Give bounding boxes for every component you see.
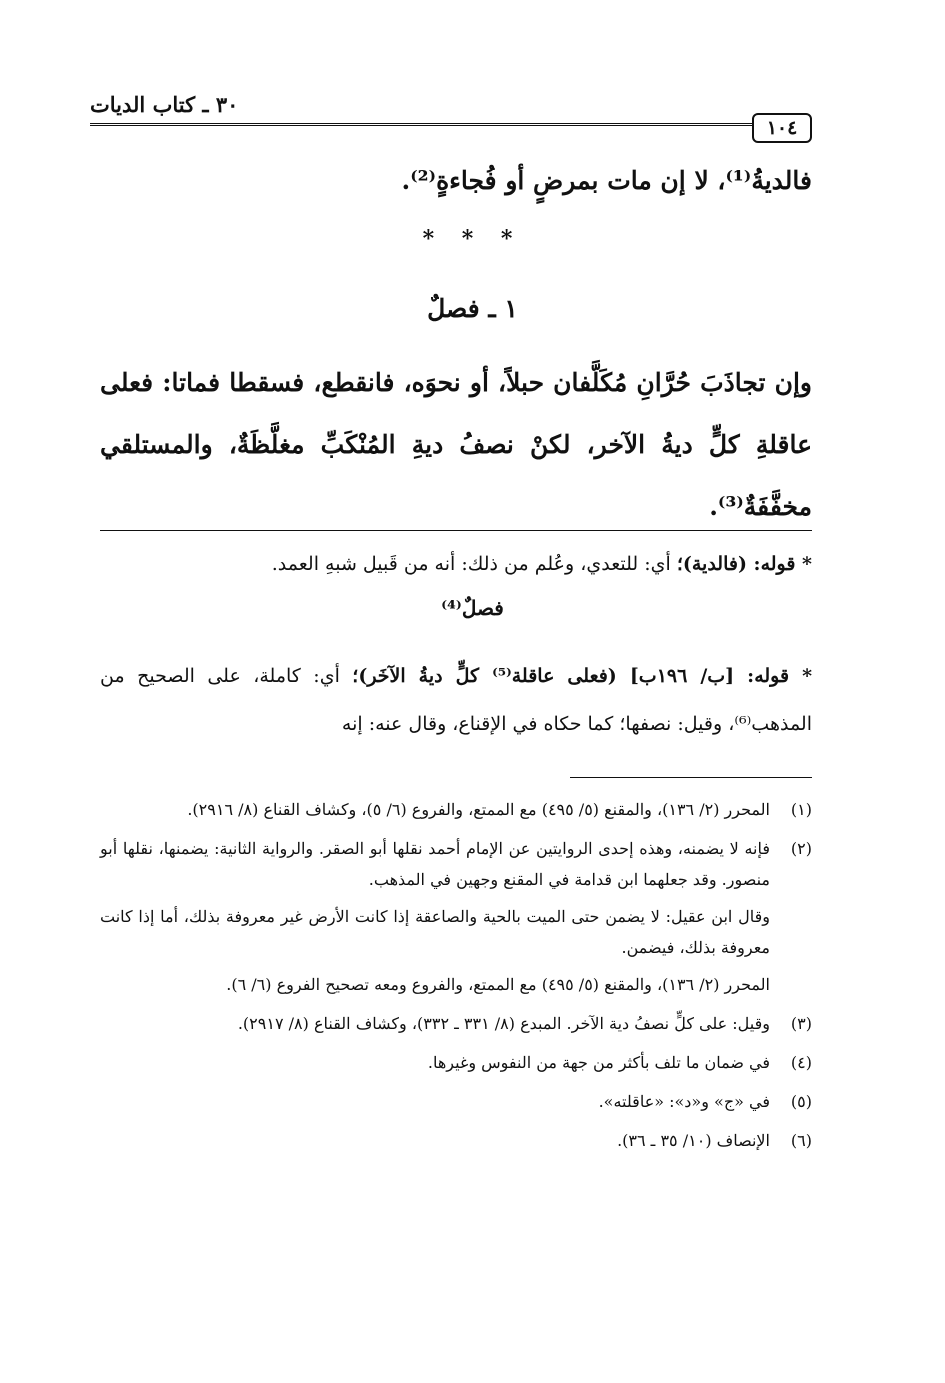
footnote-number: (٦): [790, 1131, 812, 1150]
footnote-text: المحرر (٢/ ١٣٦)، والمقنع (٥/ ٤٩٥) مع الممتع، والفروع (٦/ ٥)، وكشاف القناع (٨/ ٢٩١٦).: [187, 800, 770, 819]
footnote-number: (١): [790, 800, 812, 819]
footnote-text: المحرر (٢/ ١٣٦)، والمقنع (٥/ ٤٩٥) مع الممتع، والفروع ومعه تصحيح الفروع (٦/ ٦).: [226, 975, 770, 994]
main-paragraph: وإن تجاذَبَ حُرَّانِ مُكَلَّفان حبلاً، أو نحوَه، فانقطع، فسقطا فماتا: فعلى عاقلةِ كلٍّ ديةُ الآخر، لكنْ نصفُ ديةِ المُنْكَبِّ مغلَّظَةٌ، والمستلقي مخفَّفَةٌ⁽³⁾.: [100, 368, 812, 521]
commentary-text: أي: كاملة، على الصحيح من المذهب⁽⁶⁾، وقيل: نصفها؛ كما حكاه في الإقناع، وقال عنه: إنه: [100, 665, 812, 735]
header-divider: [90, 123, 752, 126]
commentary-label: * قوله: [ب/ ١٩٦ب] (فعلى عاقلة⁽⁵⁾ كلٍّ ديةُ الآخَر)؛: [352, 665, 813, 687]
main-text-line: فالديةُ⁽¹⁾، لا إن مات بمرضٍ أو فُجاءةٍ⁽²⁾.: [401, 166, 812, 195]
footnote-body: [100, 1086, 770, 1117]
running-header-title: ٣٠ ـ كتاب الديات: [90, 92, 239, 117]
footnote-number: (٤): [790, 1053, 812, 1072]
commentary-text: أي: للتعدي، وعُلم من ذلك: أنه من قَبيل شبهِ العمد.: [271, 553, 677, 575]
footnote: [100, 1125, 812, 1156]
footnote-number: (٣): [790, 1014, 812, 1033]
footnote: [100, 1086, 812, 1117]
commentary-divider: [100, 530, 812, 531]
commentary-section-heading: فصلٌ⁽⁴⁾: [441, 596, 504, 620]
commentary-entry: [100, 652, 812, 748]
footnote-text: وقال ابن عقيل: لا يضمن حتى الميت بالحية والصاعقة إذا كانت الأرض غير معروفة بذلك، أما إذا كانت معروفة بذلك، فيضمن.: [100, 907, 770, 957]
footnote-text: في «ج» و«د»: «عاقلته».: [598, 1092, 770, 1111]
footnote-body: [100, 1008, 770, 1039]
footnote: [100, 833, 812, 1000]
footnote-text: فإنه لا يضمنه، وهذه إحدى الروايتين عن الإمام أحمد نقلها أبو الصقر. والرواية الثانية: يضمنها، نقلها أبو منصور. وقد جعلهما ابن قدامة في المقنع وجهين في المذهب.: [100, 839, 770, 889]
footnote-number: (٥): [790, 1092, 812, 1111]
section-separator-stars: * * *: [422, 226, 523, 252]
commentary-label: * قوله: (فالدية)؛: [676, 553, 812, 575]
footnote-text: الإنصاف (١٠/ ٣٥ ـ ٣٦).: [617, 1131, 770, 1150]
footnotes: [100, 794, 812, 1164]
footnote-body: [100, 833, 770, 1000]
footnote-body: [100, 794, 770, 825]
footnote: [100, 1047, 812, 1078]
footnote-text: في ضمان ما تلف بأكثر من جهة من النفوس وغيرها.: [427, 1053, 770, 1072]
footnote-number: (٢): [790, 839, 812, 858]
commentary-entry: [100, 540, 812, 588]
footnote-body: [100, 1047, 770, 1078]
footnote-body: [100, 1125, 770, 1156]
section-heading: ١ ـ فصلٌ: [427, 294, 518, 323]
footnote-divider: [570, 777, 812, 778]
footnote: [100, 794, 812, 825]
page-number: ١٠٤: [752, 113, 812, 143]
footnote-text: وقيل: على كلٍّ نصفُ دية الآخر. المبدع (٨/ ٣٣١ ـ ٣٣٢)، وكشاف القناع (٨/ ٢٩١٧).: [237, 1014, 770, 1033]
footnote: [100, 1008, 812, 1039]
